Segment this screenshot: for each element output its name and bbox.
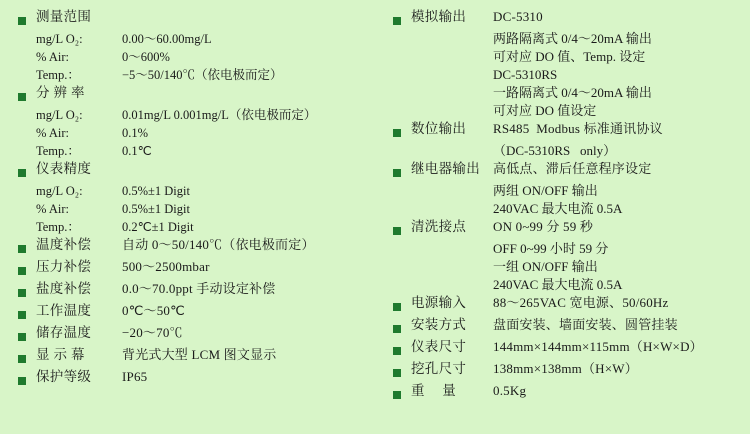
spec-item-protection-rating bbox=[10, 368, 371, 389]
spec-label: 温度补偿 bbox=[36, 237, 92, 252]
spec-subrow bbox=[10, 218, 371, 235]
spec-value-cont: 一路隔离式 0/4～20mA 输出 bbox=[493, 85, 652, 100]
spec-continuation bbox=[385, 240, 746, 257]
spec-item-dimensions bbox=[385, 338, 746, 359]
spec-value: 自动 0～50/140℃（依电极而定） bbox=[122, 237, 315, 252]
spec-continuation bbox=[385, 182, 746, 199]
spec-value: 138mm×138mm（H×W） bbox=[493, 361, 638, 376]
spec-sublabel: % Air: bbox=[36, 202, 69, 216]
spec-subrow bbox=[10, 200, 371, 217]
spec-label: 仪表精度 bbox=[36, 161, 92, 176]
spec-label: 测量范围 bbox=[36, 9, 92, 24]
spec-value-cont: 两路隔离式 0/4～20mA 输出 bbox=[493, 31, 652, 46]
bullet-icon bbox=[10, 8, 36, 29]
spec-subrow bbox=[10, 30, 371, 47]
spec-subvalue: −5～50/140℃（依电极而定） bbox=[122, 68, 283, 82]
bullet-icon bbox=[385, 360, 411, 381]
bullet-icon bbox=[385, 294, 411, 315]
spec-value-cont: 240VAC 最大电流 0.5A bbox=[493, 201, 623, 216]
spec-subvalue: 0.1% bbox=[122, 126, 149, 140]
spec-sublabel: % Air: bbox=[36, 50, 69, 64]
indent-spacer bbox=[385, 200, 493, 217]
spec-subrow bbox=[10, 66, 371, 83]
spec-value: 0.5Kg bbox=[493, 383, 527, 398]
bullet-icon bbox=[10, 258, 36, 279]
spec-continuation bbox=[385, 48, 746, 65]
spec-sublabel: mg/L O₂: bbox=[36, 108, 83, 122]
spec-column-right bbox=[375, 0, 750, 434]
spec-sublabel: mg/L O₂: bbox=[36, 32, 83, 46]
spec-item-storage-temperature bbox=[10, 324, 371, 345]
spec-item-pressure-compensation bbox=[10, 258, 371, 279]
spec-sublabel: Temp.： bbox=[36, 144, 80, 158]
bullet-icon bbox=[385, 338, 411, 359]
spec-item-salinity-compensation bbox=[10, 280, 371, 301]
spec-group-accuracy bbox=[10, 160, 371, 181]
spec-value bbox=[122, 8, 371, 10]
indent-spacer bbox=[385, 182, 493, 199]
spec-continuation bbox=[385, 66, 746, 83]
spec-value-cont: 可对应 DO 值设定 bbox=[493, 103, 597, 118]
spec-label: 数位输出 bbox=[411, 121, 467, 136]
spec-label: 显 示 幕 bbox=[36, 347, 85, 362]
spec-item-mounting bbox=[385, 316, 746, 337]
bullet-icon bbox=[385, 316, 411, 337]
spec-value: 0.0～70.0ppt 手动设定补偿 bbox=[122, 281, 276, 296]
spec-continuation bbox=[385, 142, 746, 159]
spec-value-cont: DC-5310RS bbox=[493, 67, 558, 82]
spec-subrow bbox=[10, 142, 371, 159]
spec-value: −20～70℃ bbox=[122, 325, 183, 340]
spec-value-cont: （DC-5310RS only） bbox=[493, 143, 617, 158]
spec-group-resolution bbox=[10, 84, 371, 105]
spec-continuation bbox=[385, 258, 746, 275]
bullet-icon bbox=[385, 120, 411, 141]
spec-label: 分 辨 率 bbox=[36, 85, 85, 100]
spec-item-temp-compensation bbox=[10, 236, 371, 257]
spec-item-display bbox=[10, 346, 371, 367]
spec-value: IP65 bbox=[122, 369, 148, 384]
spec-subvalue: 0.5%±1 Digit bbox=[122, 184, 190, 198]
spec-continuation bbox=[385, 276, 746, 293]
spec-sublabel: mg/L O₂: bbox=[36, 184, 83, 198]
spec-value: RS485 Modbus 标准通讯协议 bbox=[493, 121, 663, 136]
spec-label: 保护等级 bbox=[36, 369, 92, 384]
bullet-icon bbox=[10, 346, 36, 367]
spec-value: 144mm×144mm×115mm（H×W×D） bbox=[493, 339, 703, 354]
bullet-icon bbox=[10, 302, 36, 323]
indent-spacer bbox=[385, 30, 493, 47]
spec-sublabel: % Air: bbox=[36, 126, 69, 140]
spec-item-digital-output bbox=[385, 120, 746, 141]
indent-spacer bbox=[385, 240, 493, 257]
spec-label: 电源输入 bbox=[411, 295, 467, 310]
spec-label: 储存温度 bbox=[36, 325, 92, 340]
bullet-icon bbox=[10, 236, 36, 257]
spec-label: 仪表尺寸 bbox=[411, 339, 467, 354]
spec-value: ON 0~99 分 59 秒 bbox=[493, 219, 594, 234]
spec-item-power-input bbox=[385, 294, 746, 315]
spec-value-cont: 两组 ON/OFF 输出 bbox=[493, 183, 598, 198]
bullet-icon bbox=[385, 160, 411, 181]
spec-label: 安装方式 bbox=[411, 317, 467, 332]
spec-value: DC-5310 bbox=[493, 9, 543, 24]
spec-label: 重 量 bbox=[411, 383, 457, 398]
spec-value: 盘面安装、墙面安装、圆管挂装 bbox=[493, 317, 678, 332]
spec-sublabel: Temp.： bbox=[36, 68, 80, 82]
spec-label: 压力补偿 bbox=[36, 259, 92, 274]
spec-subvalue: 0.1℃ bbox=[122, 144, 152, 158]
spec-subrow bbox=[10, 106, 371, 123]
spec-value: 高低点、滞后任意程序设定 bbox=[493, 161, 652, 176]
indent-spacer bbox=[385, 258, 493, 275]
spec-sublabel: Temp.： bbox=[36, 220, 80, 234]
bullet-icon bbox=[10, 324, 36, 345]
spec-label: 盐度补偿 bbox=[36, 281, 92, 296]
spec-continuation bbox=[385, 102, 746, 119]
spec-value-cont: 可对应 DO 值、Temp. 设定 bbox=[493, 49, 646, 64]
spec-value bbox=[122, 160, 371, 162]
bullet-icon bbox=[385, 218, 411, 239]
spec-label: 清洗接点 bbox=[411, 219, 467, 234]
spec-continuation bbox=[385, 200, 746, 217]
spec-item-cleaning-contact bbox=[385, 218, 746, 239]
spec-subvalue: 0.00～60.00mg/L bbox=[122, 32, 212, 46]
spec-value-cont: OFF 0~99 小时 59 分 bbox=[493, 241, 609, 256]
indent-spacer bbox=[385, 102, 493, 119]
spec-value-cont: 240VAC 最大电流 0.5A bbox=[493, 277, 623, 292]
spec-label: 工作温度 bbox=[36, 303, 92, 318]
spec-subvalue: 0.5%±1 Digit bbox=[122, 202, 190, 216]
indent-spacer bbox=[385, 276, 493, 293]
bullet-icon bbox=[10, 160, 36, 181]
spec-label: 模拟输出 bbox=[411, 9, 467, 24]
spec-subrow bbox=[10, 48, 371, 65]
spec-subrow bbox=[10, 124, 371, 141]
spec-item-weight bbox=[385, 382, 746, 403]
spec-continuation bbox=[385, 30, 746, 47]
spec-label: 继电器输出 bbox=[411, 161, 480, 176]
spec-subvalue: 0.01mg/L 0.001mg/L（依电极而定） bbox=[122, 108, 317, 122]
spec-subrow bbox=[10, 182, 371, 199]
indent-spacer bbox=[385, 84, 493, 101]
bullet-icon bbox=[10, 84, 36, 105]
indent-spacer bbox=[385, 66, 493, 83]
spec-item-cutout-size bbox=[385, 360, 746, 381]
spec-group-measuring-range bbox=[10, 8, 371, 29]
spec-value: 500～2500mbar bbox=[122, 259, 210, 274]
bullet-icon bbox=[385, 382, 411, 403]
spec-subvalue: 0～600% bbox=[122, 50, 170, 64]
indent-spacer bbox=[385, 48, 493, 65]
spec-item-relay-output bbox=[385, 160, 746, 181]
bullet-icon bbox=[385, 8, 411, 29]
spec-value: 背光式大型 LCM 图文显示 bbox=[122, 347, 277, 362]
spec-value: 0℃～50℃ bbox=[122, 303, 185, 318]
spec-item-operating-temperature bbox=[10, 302, 371, 323]
spec-label: 挖孔尺寸 bbox=[411, 361, 467, 376]
spec-item-analog-output bbox=[385, 8, 746, 29]
spec-continuation bbox=[385, 84, 746, 101]
spec-value-cont: 一组 ON/OFF 输出 bbox=[493, 259, 598, 274]
bullet-icon bbox=[10, 368, 36, 389]
indent-spacer bbox=[385, 142, 493, 159]
bullet-icon bbox=[10, 280, 36, 301]
spec-value: 88～265VAC 宽电源、50/60Hz bbox=[493, 295, 669, 310]
spec-subvalue: 0.2℃±1 Digit bbox=[122, 220, 194, 234]
spec-value bbox=[122, 84, 371, 86]
